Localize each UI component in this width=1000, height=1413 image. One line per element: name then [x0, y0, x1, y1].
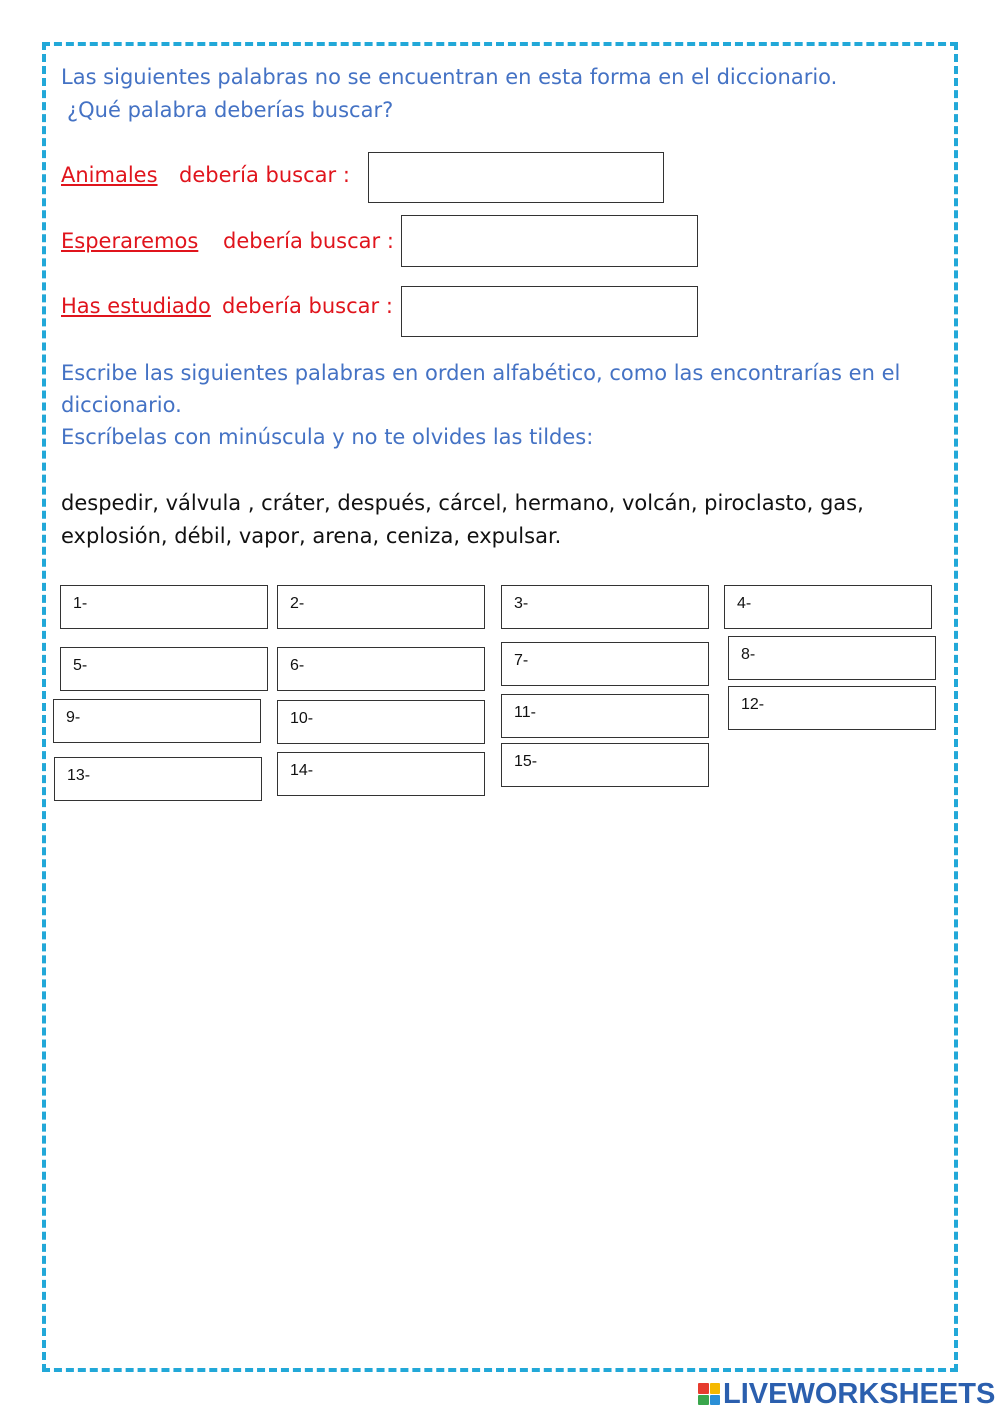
question-prompt-2: debería buscar :: [223, 229, 394, 253]
question-word-has-estudiado: Has estudiado: [61, 294, 211, 318]
question-prompt-1: debería buscar :: [179, 163, 350, 187]
question-word-animales: Animales: [61, 163, 158, 187]
slot-10-field[interactable]: [277, 700, 485, 744]
slot-7-label: 7-: [514, 652, 529, 669]
slot-2-label: 2-: [290, 595, 305, 612]
slot-6-field[interactable]: [277, 647, 485, 691]
intro-line-2: ¿Qué palabra deberías buscar?: [67, 98, 394, 122]
slot-13-label: 13-: [67, 767, 91, 784]
section2-line-2: diccionario.: [61, 393, 182, 417]
slot-12-label: 12-: [741, 696, 765, 713]
slot-15-field[interactable]: [501, 743, 709, 787]
slot-1-label: 1-: [73, 595, 88, 612]
word-list-line-1: despedir, válvula , cráter, después, cárcel, hermano, volcán, piroclasto, gas,: [61, 491, 864, 515]
intro-line-1: Las siguientes palabras no se encuentran en esta forma en el diccionario.: [61, 65, 838, 89]
question-word-esperaremos: Esperaremos: [61, 229, 199, 253]
word-list-line-2: explosión, débil, vapor, arena, ceniza, expulsar.: [61, 524, 562, 548]
slot-7-field[interactable]: [501, 642, 709, 686]
slot-4-label: 4-: [737, 595, 752, 612]
section2-line-3: Escríbelas con minúscula y no te olvides las tildes:: [61, 425, 594, 449]
slot-9-label: 9-: [66, 709, 81, 726]
question-prompt-3: debería buscar :: [222, 294, 393, 318]
answer-field-animales[interactable]: [368, 152, 664, 203]
slot-4-field[interactable]: [724, 585, 932, 629]
slot-6-label: 6-: [290, 657, 305, 674]
slot-14-label: 14-: [290, 762, 314, 779]
slot-8-label: 8-: [741, 646, 756, 663]
slot-12-field[interactable]: [728, 686, 936, 730]
slot-3-field[interactable]: [501, 585, 709, 629]
slot-10-label: 10-: [290, 710, 314, 727]
slot-5-label: 5-: [73, 657, 88, 674]
slot-2-field[interactable]: [277, 585, 485, 629]
liveworksheets-logo-icon: [698, 1383, 720, 1405]
answer-field-has-estudiado[interactable]: [401, 286, 698, 337]
liveworksheets-logo: [698, 1378, 995, 1410]
slot-8-field[interactable]: [728, 636, 936, 680]
liveworksheets-logo-text: LIVEWORKSHEETS: [723, 1377, 996, 1410]
slot-15-label: 15-: [514, 753, 538, 770]
slot-3-label: 3-: [514, 595, 529, 612]
slot-14-field[interactable]: [277, 752, 485, 796]
slot-1-field[interactable]: [60, 585, 268, 629]
slot-9-field[interactable]: [53, 699, 261, 743]
slot-5-field[interactable]: [60, 647, 268, 691]
answer-field-esperaremos[interactable]: [401, 215, 698, 267]
slot-11-field[interactable]: [501, 694, 709, 738]
slot-11-label: 11-: [514, 704, 536, 721]
slot-13-field[interactable]: [54, 757, 262, 801]
section2-line-1: Escribe las siguientes palabras en orden alfabético, como las encontrarías en el: [61, 361, 901, 385]
